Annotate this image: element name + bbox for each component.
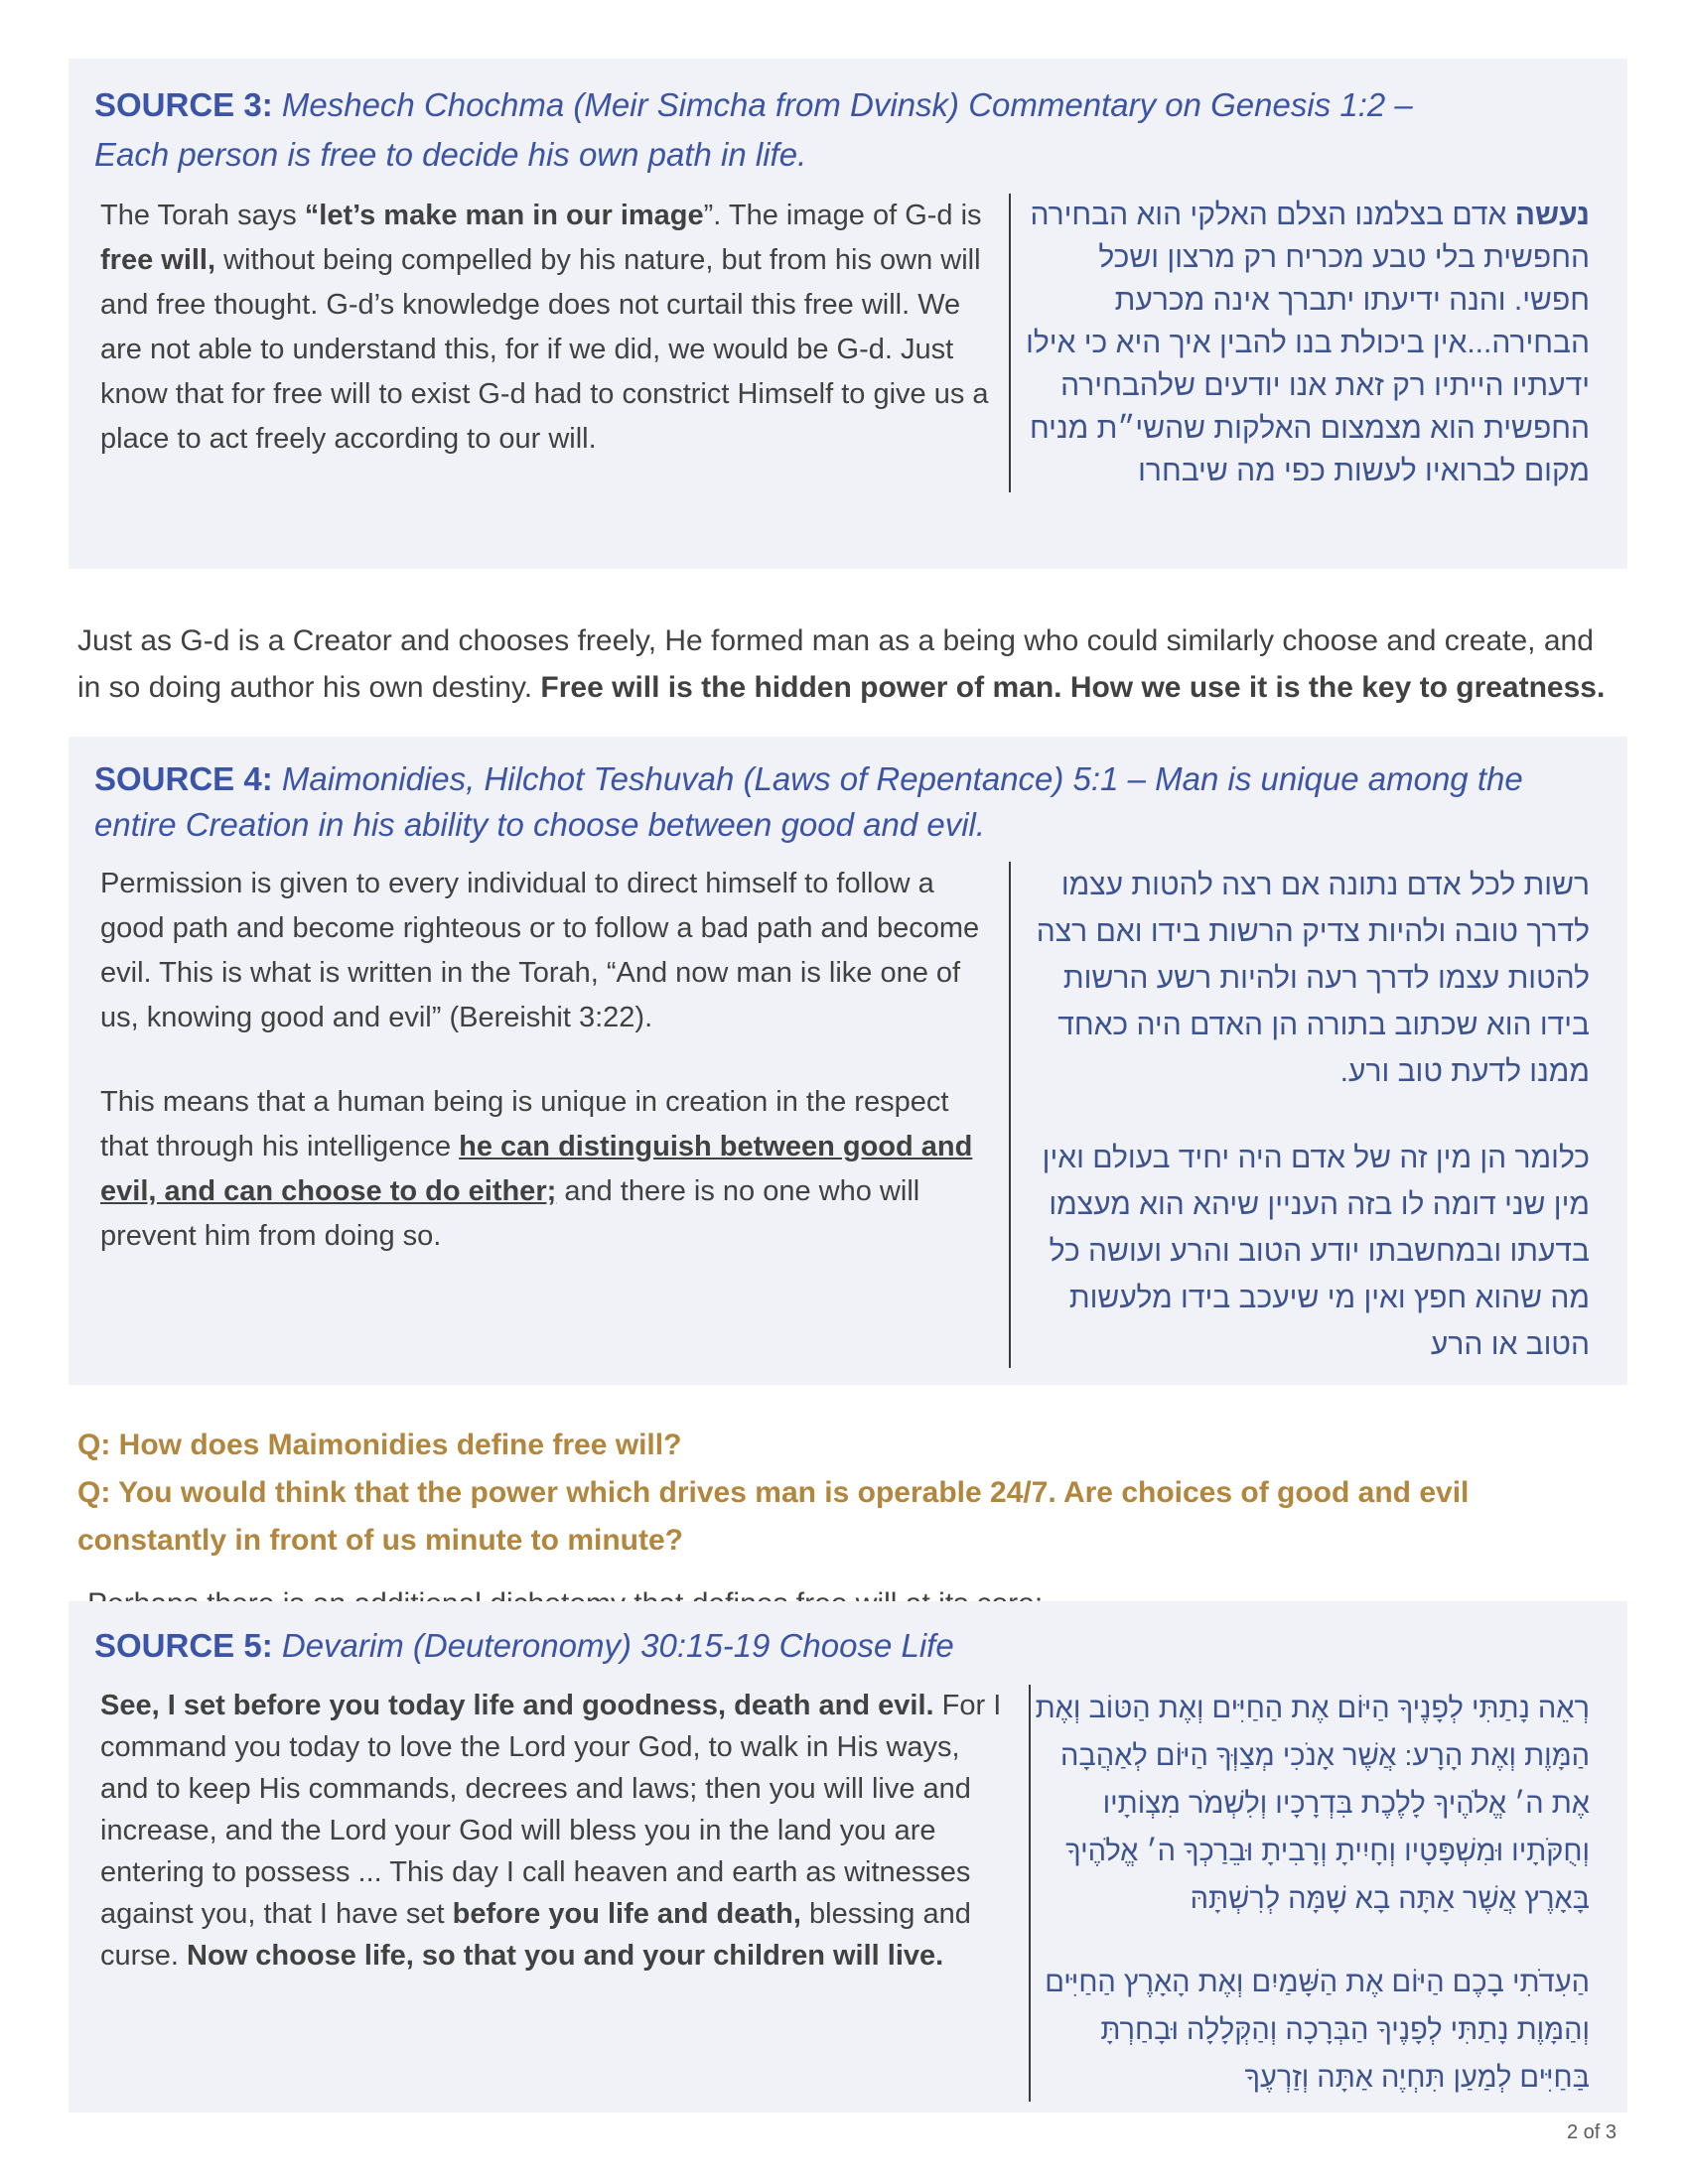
source3-english-paragraph: The Torah says “let’s make man in our image”. The image of G-d is free will, without being compelled by his nature, but from his own will and free thought. G-d’s knowledge does not curtail this free will. We are not able to understand this, for if we did, we would be G-d. Just know that for free will to exist G-d had to constrict Himself to give us a place to act freely according to our will. [100, 200, 989, 455]
source4-hebrew-paragraph-1: רשות לכל אדם נתונה אם רצה להטות עצמו לדרך טובה ולהיות צדיק הרשות בידו ואם רצה להטות עצמו לדרך רעה ולהיות רשע הרשות בידו הוא שכתוב בתורה הן האדם היה כאחד ממנו לדעת טוב ורע. [1036, 869, 1590, 1088]
source5-hebrew-paragraph-1: רְאֵה נָתַתִּי לְפָנֶיךָ הַיּוֹם אֶת הַחַיִּים וְאֶת הַטּוֹב וְאֶת הַמָּוֶת וְאֶת הָרָע: אֲשֶׁר אָנֹכִי מְצַוְּךָ הַיּוֹם לְאַהֲבָה אֶת ה׳ אֱלֹהֶיךָ לָלֶכֶת בִּדְרָכָיו וְלִשְׁמֹר מִצְוֹתָיו וְחֻקֹּתָיו וּמִשְׁפָּטָיו וְחָיִיתָ וְרָבִיתָ וּבֵרַכְךָ ה׳ אֱלֹהֶיךָ בָּאָרֶץ אֲשֶׁר אַתָּה בָא שָׁמָּה לְרִשְׁתָּהּ [1035, 1693, 1590, 1915]
source5-hebrew-paragraph-2: הַעִדֹתִי בָכֶם הַיּוֹם אֶת הַשָּׁמַיִם וְאֶת הָאָרֶץ הַחַיִּים וְהַמָּוֶת נָתַתִּי לְפָנֶיךָ הַבְּרָכָה וְהַקְּלָלָה וּבָחַרְתָּ בַּחַיִּים לְמַעַן תִּחְיֶה אַתָּה וְזַרְעֶךָ [1045, 1967, 1590, 2094]
source5-panel [69, 1601, 1627, 2113]
source3-title: Meshech Chochma (Meir Simcha from Dvinsk) Commentary on Genesis 1:2 – [272, 86, 1413, 123]
source4-columns [94, 862, 1612, 1368]
source3-hebrew-paragraph: נעשה אדם בצלמנו הצלם האלקי הוא הבחירה החפשית בלי טבע מכריח רק מרצון ושכל חפשי. והנה ידיעתו יתברך אינה מכרעת הבחירה...אין ביכולת בנו להבין איך היא כי אילו ידעתיו הייתיו רק זאת אנו יודעים שלהבחירה החפשית הוא מצמצום האלקות שהשי״ת מניח מקום לברואיו לעשות כפי מה שיבחרו [1026, 199, 1590, 487]
source3-subtitle: Each person is free to decide his own path in life. [94, 136, 807, 173]
source5-hebrew-column [1031, 1685, 1612, 2102]
source4-title: Maimonidies, Hilchot Teshuvah (Laws of Repentance) 5:1 – Man is unique among the entire Creation in his ability to choose between good and evil. [94, 760, 1523, 843]
question-1: Q: How does Maimonidies define free will? [77, 1429, 682, 1461]
source4-english-paragraph-1: Permission is given to every individual to direct himself to follow a good path and become righteous or to follow a bad path and become evil. This is what is written in the Torah, “And now man is like one of us, knowing good and evil” (Bereishit 3:22). [100, 868, 980, 1033]
bridge-paragraph: Just as G-d is a Creator and chooses freely, He formed man as a being who could similarly choose and create, and in so doing author his own destiny. Free will is the hidden power of man. How we use it is the key to greatness. [77, 624, 1606, 704]
source4-english-paragraph-2: This means that a human being is unique in creation in the respect that through his intelligence he can distinguish between good and evil, and can choose to do either; and there is no one who will prevent him from doing so. [100, 1086, 973, 1252]
source5-english-column [94, 1685, 1013, 2102]
source4-panel [69, 737, 1627, 1385]
page-number: 2 of 3 [1566, 2121, 1617, 2143]
source4-header [94, 737, 1612, 848]
source5-title: Devarim (Deuteronomy) 30:15-19 Choose Life [272, 1627, 954, 1664]
questions-block [77, 1422, 1621, 1628]
source3-columns [94, 194, 1612, 492]
source3-panel [69, 59, 1627, 569]
source4-label: SOURCE 4: [94, 760, 273, 797]
source3-hebrew-column [1011, 194, 1612, 492]
source3-label: SOURCE 3: [94, 86, 273, 123]
source5-columns [94, 1685, 1612, 2102]
question-2: Q: You would think that the power which drives man is operable 24/7. Are choices of good and evil constantly in front of us minute to minute? [77, 1476, 1470, 1557]
source3-english-column [94, 194, 993, 492]
source4-hebrew-column [1011, 862, 1612, 1368]
source4-hebrew-paragraph-2: כלומר הן מין זה של אדם היה יחיד בעולם ואין מין שני דומה לו בזה העניין שיהא הוא מעצמו בדעתו ובמחשבתו יודע הטוב והרע ועושה כל מה שהוא חפץ ואין מי שיעכב בידו מלעשות הטוב או הרע [1042, 1142, 1590, 1361]
source5-label: SOURCE 5: [94, 1627, 273, 1664]
source5-header [94, 1601, 1612, 1671]
source3-header [94, 59, 1612, 180]
source5-english-paragraph: See, I set before you today life and goodness, death and evil. For I command you today to love the Lord your God, to walk in His ways, and to keep His commands, decrees and laws; then you will live and increase, and the Lord your God will bless you in the land you are entering to possess ... This day I call heaven and earth as witnesses against you, that I have set before you life and death, blessing and curse. Now choose life, so that you and your children will live. [100, 1690, 1002, 1972]
source4-english-column [94, 862, 993, 1368]
